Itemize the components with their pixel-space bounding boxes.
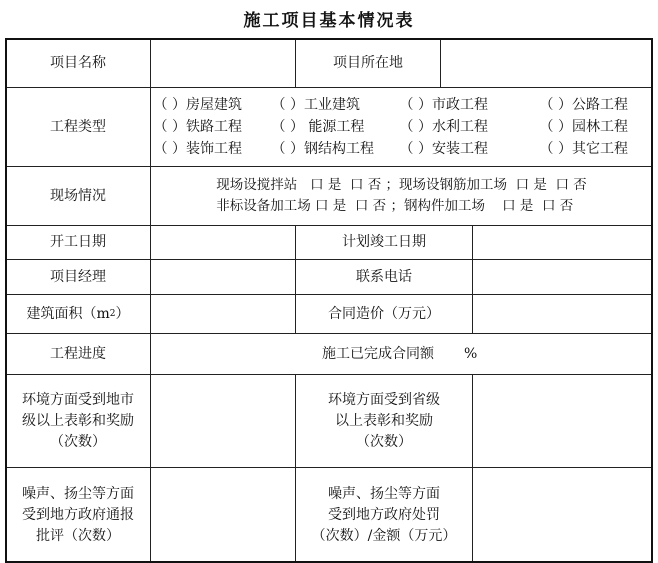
project-type-option[interactable]: （ ）园林工程 — [539, 118, 628, 135]
project-type-option[interactable]: （ ）铁路工程 — [153, 118, 242, 135]
project-type-option[interactable]: （ ）其它工程 — [539, 140, 628, 157]
project-type-option[interactable]: （ ）钢结构工程 — [271, 140, 374, 157]
label-project-name: 项目名称 — [5, 38, 151, 88]
project-type-option[interactable]: （ ）装饰工程 — [153, 140, 242, 157]
label-project-type: 工程类型 — [5, 87, 151, 167]
field-noise-criticism[interactable] — [150, 467, 296, 563]
field-project-location[interactable] — [440, 38, 653, 88]
site-line-1[interactable]: 现场设搅拌站 口 是 口 否 ；现场设钢筋加工场 口 是 口 否 — [216, 177, 587, 193]
building-area-text: 建筑面积（m — [26, 305, 110, 322]
progress-field[interactable] — [150, 333, 653, 375]
field-noise-penalty[interactable] — [472, 467, 653, 563]
project-type-option[interactable]: （ ）房屋建筑 — [153, 96, 242, 113]
project-type-option[interactable]: （ ）市政工程 — [399, 96, 488, 113]
label-building-area: 建筑面积（m 2 ） — [5, 294, 151, 334]
project-type-option[interactable]: （ ）安装工程 — [399, 140, 488, 157]
field-contact-phone[interactable] — [472, 259, 653, 295]
label-planned-completion: 计划竣工日期 — [295, 225, 473, 260]
label-noise-criticism: 噪声、扬尘等方面 受到地方政府通报 批评（次数） — [5, 467, 151, 563]
label-progress: 工程进度 — [5, 333, 151, 375]
label-noise-penalty: 噪声、扬尘等方面 受到地方政府处罚 （次数）/金额（万元） — [295, 467, 473, 563]
project-type-option[interactable]: （ ） 能源工程 — [271, 118, 365, 135]
building-area-end: ） — [115, 305, 130, 322]
field-building-area[interactable] — [150, 294, 296, 334]
project-type-option[interactable]: （ ）水利工程 — [399, 118, 488, 135]
field-project-manager[interactable] — [150, 259, 296, 295]
field-env-city-awards[interactable] — [150, 374, 296, 468]
label-contract-price: 合同造价（万元） — [295, 294, 473, 334]
label-project-location: 项目所在地 — [295, 38, 441, 88]
field-project-name[interactable] — [150, 38, 296, 88]
progress-unit: % — [464, 345, 478, 362]
site-conditions — [150, 166, 653, 226]
project-type-options — [150, 87, 653, 167]
label-env-city-awards: 环境方面受到地市 级以上表彰和奖励 （次数） — [5, 374, 151, 468]
page-title: 施工项目基本情况表 — [243, 11, 415, 31]
label-project-manager: 项目经理 — [5, 259, 151, 295]
label-start-date: 开工日期 — [5, 225, 151, 260]
project-type-option[interactable]: （ ）工业建筑 — [271, 96, 360, 113]
field-planned-completion[interactable] — [472, 225, 653, 260]
site-line-2[interactable]: 非标设备加工场 口 是 口 否 ；钢构件加工场 口 是 口 否 — [216, 198, 574, 214]
field-start-date[interactable] — [150, 225, 296, 260]
label-site-conditions: 现场情况 — [5, 166, 151, 226]
field-env-province-awards[interactable] — [472, 374, 653, 468]
project-info-table — [5, 38, 653, 563]
label-env-province-awards: 环境方面受到省级 以上表彰和奖励 （次数） — [295, 374, 473, 468]
project-type-option[interactable]: （ ）公路工程 — [539, 96, 628, 113]
field-contract-price[interactable] — [472, 294, 653, 334]
label-contact-phone: 联系电话 — [295, 259, 473, 295]
progress-text: 施工已完成合同额 — [322, 345, 434, 362]
